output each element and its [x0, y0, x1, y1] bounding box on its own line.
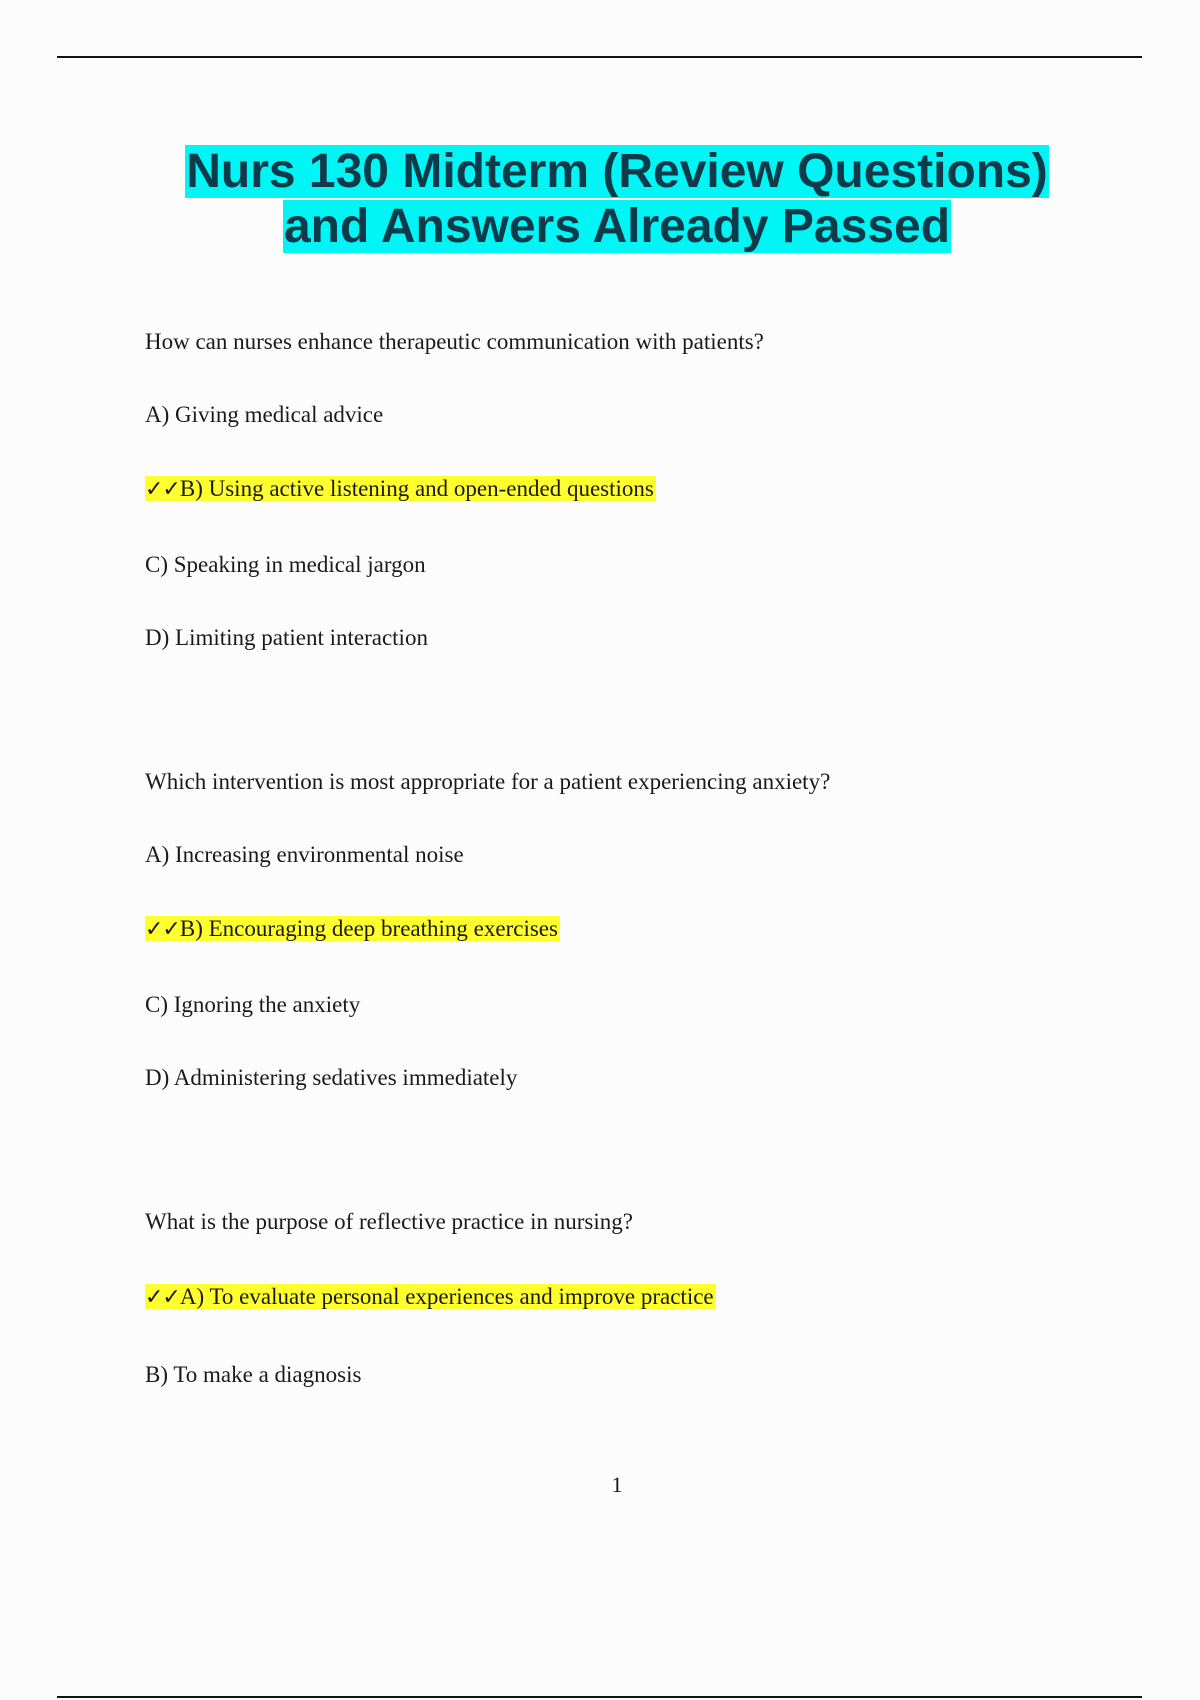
option-b-correct: [145, 915, 560, 944]
double-check-icon: ✓✓: [145, 917, 180, 942]
correct-answer-highlight: [145, 916, 560, 941]
correct-answer-highlight: [145, 1284, 716, 1309]
double-check-icon: ✓✓: [145, 1285, 180, 1310]
option-c: C) Speaking in medical jargon: [145, 552, 426, 577]
correct-answer-highlight: [145, 476, 656, 501]
question-text: How can nurses enhance therapeutic communication with patients?: [145, 329, 764, 354]
option-label: B) Using active listening and open-ended questions: [179, 476, 654, 501]
question-text: Which intervention is most appropriate for a patient experiencing anxiety?: [145, 769, 831, 794]
option-a: A) Increasing environmental noise: [145, 842, 464, 867]
question-text: What is the purpose of reflective practice in nursing?: [145, 1209, 633, 1234]
page-number: 1: [611, 1472, 623, 1497]
option-d: D) Limiting patient interaction: [145, 625, 428, 650]
option-label: B) Encouraging deep breathing exercises: [179, 916, 558, 941]
title-line-1: Nurs 130 Midterm (Review Questions): [186, 145, 1048, 198]
option-a: A) Giving medical advice: [145, 402, 384, 427]
option-d: D) Administering sedatives immediately: [145, 1065, 518, 1090]
title-line-2: and Answers Already Passed: [283, 200, 951, 253]
option-a-correct: [145, 1283, 716, 1312]
double-check-icon: ✓✓: [145, 477, 180, 502]
option-b: B) To make a diagnosis: [145, 1362, 362, 1387]
footer-rule: [57, 1696, 1142, 1698]
option-label: A) To evaluate personal experiences and improve practice: [179, 1284, 714, 1309]
option-c: C) Ignoring the anxiety: [145, 992, 361, 1017]
option-b-correct: [145, 475, 656, 504]
header-rule: [57, 56, 1142, 58]
document-title: [0, 144, 1200, 254]
